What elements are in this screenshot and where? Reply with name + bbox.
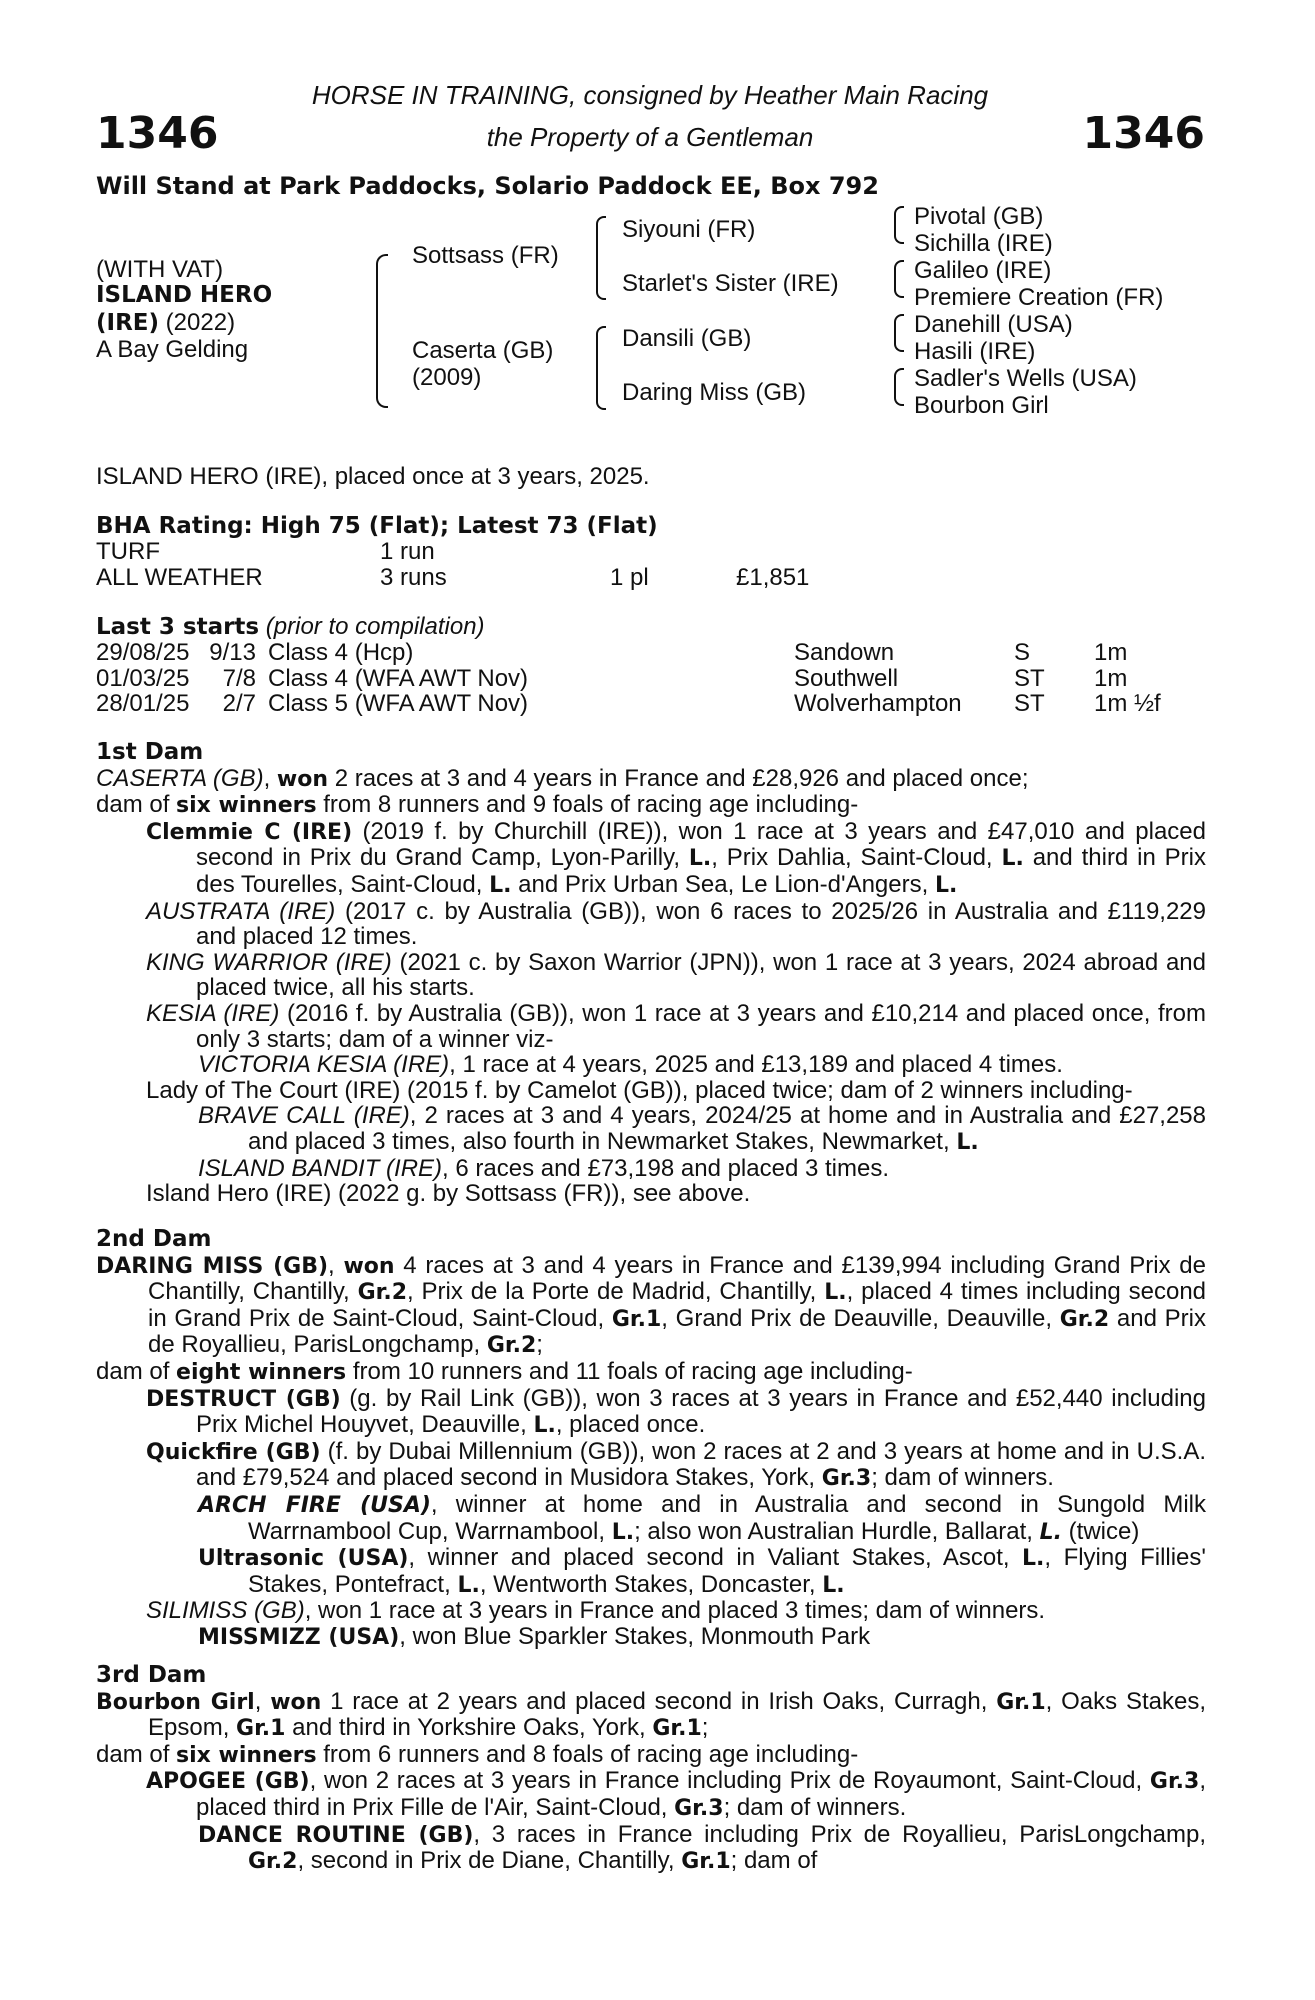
second-dam-intro	[96, 1253, 1206, 1359]
text-run: (2019 f. by Churchill (IRE)), won 1 race at 3 years and £47,010 and placed second in Prix du Grand Camp, Lyon-Parilly,	[196, 817, 1206, 872]
last-start-row	[96, 640, 1161, 666]
bold-text: won	[276, 766, 329, 792]
progeny-entry	[96, 1052, 1206, 1078]
progeny-entry	[96, 1103, 1206, 1155]
dam-sire-sire: Danehill (USA)	[914, 311, 1073, 338]
last-starts-note: (prior to compilation)	[259, 613, 485, 640]
text-run: dam of	[96, 791, 177, 819]
start-date: 01/03/25	[96, 664, 190, 692]
rating-row-turf	[96, 539, 809, 565]
dam-dam-sire: Sadler's Wells (USA)	[914, 365, 1137, 392]
italic-text: KING WARRIOR (IRE)	[146, 948, 392, 976]
first-dam-progeny-summary	[96, 792, 1206, 819]
second-dam-heading: 2nd Dam	[96, 1226, 212, 1252]
pedigree-brace-sire	[596, 216, 606, 300]
bold-text: L.	[489, 872, 512, 898]
italic-text: CASERTA (GB)	[96, 764, 264, 792]
last-starts-label: Last 3 starts	[96, 614, 260, 640]
pedigree-brace-ds	[894, 314, 904, 352]
bold-text: Clemmie C (IRE)	[146, 819, 353, 845]
italic-text: SILIMISS (GB)	[146, 1597, 305, 1625]
text-run: (2017 c. by Australia (GB)), won 6 races to 2025/26 in Australia and £119,229 and placed 12 times.	[196, 897, 1206, 951]
second-dam-entries	[96, 1386, 1206, 1651]
start-race: Class 4 (Hcp)	[268, 639, 414, 666]
bold-text: Gr.2	[357, 1280, 407, 1306]
text-run: from 10 runners and 11 foals of racing age including-	[346, 1357, 913, 1385]
start-course: Sandown	[794, 639, 895, 666]
progeny-entry	[96, 819, 1206, 899]
bold-text: L.	[934, 872, 958, 898]
bold-text: Gr.3	[821, 1466, 872, 1492]
text-run: and Prix Urban Sea, Le Lion-d'Angers,	[511, 870, 935, 898]
text-run: , Prix de la Porte de Madrid, Chantilly,	[407, 1278, 825, 1306]
bold-text: L.	[688, 846, 712, 872]
bold-text: Gr.1	[996, 1689, 1046, 1715]
bold-text: eight winners	[176, 1359, 347, 1385]
third-dam-entries	[96, 1768, 1206, 1874]
text-run: from 6 runners and 8 foals of racing age including-	[316, 1740, 859, 1768]
text-run: (twice)	[1062, 1517, 1140, 1545]
bold-text: L.	[956, 1129, 979, 1155]
text-run: , 3 races in France including Prix de Royallieu, ParisLongchamp,	[473, 1820, 1206, 1848]
text-run: ; dam of winners.	[723, 1793, 907, 1821]
text-run: 4 races at 3 and 4 years in France and £139,994 including Grand Prix de Chantilly, Chantilly,	[148, 1251, 1206, 1306]
text-run: , Grand Prix de Deauville, Deauville,	[661, 1304, 1060, 1332]
rating-section	[96, 513, 809, 590]
italic-text: ISLAND BANDIT (IRE)	[198, 1154, 443, 1182]
horse-name: ISLAND HERO	[96, 282, 273, 308]
lot-number-right: 1346	[1082, 108, 1205, 159]
progeny-entry	[96, 1156, 1206, 1182]
progeny-entry	[96, 1545, 1206, 1598]
rating-runs: 1 run	[380, 538, 435, 565]
text-run: , winner at home and in Australia and second in Sungold Milk Warrnambool Cup, Warrnambool,	[248, 1490, 1206, 1545]
start-race: Class 5 (WFA AWT Nov)	[268, 690, 529, 718]
progeny-entry	[96, 1439, 1206, 1492]
dam-sire: Dansili (GB)	[622, 325, 752, 352]
pedigree-brace-sd	[894, 260, 904, 298]
progeny-entry	[96, 950, 1206, 1001]
dam-year: (2009)	[412, 364, 482, 391]
text-run: , 1 race at 4 years, 2025 and £13,189 and placed 4 times.	[449, 1051, 1063, 1079]
bold-text: DARING MISS (GB)	[96, 1253, 329, 1279]
text-run: Island Hero (IRE) (2022 g. by Sottsass (FR)), see above.	[146, 1180, 751, 1208]
bold-text: MISSMIZZ (USA)	[198, 1624, 400, 1650]
property-line: the Property of a Gentleman	[486, 122, 814, 152]
text-run: , 2 races at 3 and 4 years, 2024/25 at home and in Australia and £27,258 and placed 3 times, also fourth in Newmarket Stakes, Newmarket,	[248, 1102, 1206, 1155]
horse-description: A Bay Gelding	[96, 336, 249, 363]
text-run: , Flying Fillies' Stakes, Pontefract,	[248, 1544, 1206, 1598]
text-run: ,	[263, 764, 277, 792]
text-run: , 6 races and £73,198 and placed 3 times.	[442, 1154, 889, 1182]
bold-text: Gr.3	[674, 1795, 724, 1821]
bold-text: Bourbon Girl	[96, 1689, 255, 1715]
text-run: , Wentworth Stakes, Doncaster,	[479, 1570, 823, 1598]
rating-prize: £1,851	[736, 563, 810, 591]
start-date: 29/08/25	[96, 639, 190, 666]
text-run: and Prix de Royallieu, ParisLongchamp,	[148, 1304, 1206, 1359]
text-run: ,	[254, 1687, 271, 1715]
start-distance: 1m	[1094, 639, 1128, 666]
start-going: ST	[1014, 690, 1045, 718]
bold-text: DESTRUCT (GB)	[146, 1386, 341, 1412]
text-run: , placed 4 times including second in Grand Prix de Saint-Cloud, Saint-Cloud,	[148, 1278, 1207, 1332]
first-dam-entries	[96, 819, 1206, 1207]
italic-text: BRAVE CALL (IRE)	[198, 1102, 410, 1130]
last-start-row	[96, 691, 1161, 717]
first-dam-section	[96, 740, 1206, 1207]
bold-text: Gr.2	[486, 1333, 537, 1359]
text-run: , winner and placed second in Valiant Stakes, Ascot,	[408, 1544, 1023, 1572]
horse-country: (IRE)	[96, 310, 160, 336]
bold-text: L.	[1001, 846, 1024, 872]
progeny-entry	[96, 899, 1206, 950]
bold-text: Gr.1	[236, 1716, 286, 1742]
text-run: ; dam of	[730, 1847, 818, 1875]
text-run: , Prix Dahlia, Saint-Cloud,	[711, 844, 1002, 872]
sire-sire: Siyouni (FR)	[622, 216, 756, 243]
dam-sire-dam: Hasili (IRE)	[914, 338, 1036, 365]
text-run: ;	[701, 1714, 709, 1742]
text-run: , second in Prix de Diane, Chantilly,	[297, 1847, 682, 1875]
pedigree-brace-dam	[596, 326, 606, 410]
first-dam-heading: 1st Dam	[96, 739, 204, 765]
bold-text: L.	[533, 1413, 556, 1439]
progeny-entry	[96, 1624, 1206, 1651]
text-run: ,	[328, 1251, 344, 1279]
rating-title: BHA Rating: High 75 (Flat); Latest 73 (Flat)	[96, 513, 658, 539]
third-dam-progeny-summary	[96, 1742, 1206, 1769]
text-run: , Oaks Stakes, Epsom,	[148, 1687, 1206, 1742]
vat-note: (WITH VAT)	[96, 256, 224, 283]
sire-dam-sire: Galileo (IRE)	[914, 257, 1052, 284]
text-run: Lady of The Court (IRE) (2015 f. by Camelot (GB)), placed twice; dam of 2 winners including-	[146, 1076, 1133, 1104]
dam: Caserta (GB)	[412, 337, 554, 364]
bold-text: Gr.1	[681, 1849, 731, 1875]
italic-text: KESIA (IRE)	[146, 999, 280, 1027]
bold-text: Gr.2	[1059, 1306, 1110, 1332]
dam-dam-dam: Bourbon Girl	[914, 392, 1049, 419]
text-run: , won 2 races at 3 years in France including Prix de Royaumont, Saint-Cloud,	[309, 1767, 1150, 1795]
bold-text: L.	[457, 1572, 480, 1598]
text-run: , placed once.	[555, 1411, 706, 1439]
start-course: Southwell	[794, 664, 899, 692]
rating-surface: TURF	[96, 538, 160, 565]
start-distance: 1m	[1094, 664, 1128, 692]
progeny-entry	[96, 1078, 1206, 1104]
start-position: 9/13	[209, 639, 256, 666]
text-run: ; dam of winners.	[871, 1464, 1054, 1492]
progeny-entry	[96, 1598, 1206, 1624]
progeny-entry	[96, 1001, 1206, 1052]
second-dam-section	[96, 1227, 1206, 1651]
text-run: (g. by Rail Link (GB)), won 3 races at 3 years in France and £52,440 including Prix Michel Houyvet, Deauville,	[196, 1384, 1206, 1439]
bold-text: Gr.3	[1149, 1769, 1200, 1795]
bold-text: Quickfire (GB)	[146, 1439, 321, 1465]
sire-sire-sire: Pivotal (GB)	[914, 203, 1044, 230]
bold-text: Gr.1	[652, 1716, 702, 1742]
text-run: dam of	[96, 1740, 177, 1768]
bold-text: won	[270, 1689, 322, 1715]
last-start-row	[96, 666, 1161, 692]
bold-text: L.	[1022, 1546, 1045, 1572]
pedigree-brace-ss	[894, 206, 904, 244]
last-starts-title	[96, 614, 1161, 640]
bold-text: Ultrasonic (USA)	[198, 1546, 409, 1572]
start-position: 2/7	[222, 690, 256, 718]
start-going: ST	[1014, 664, 1045, 692]
last-starts-rows	[96, 640, 1161, 717]
race-summary: ISLAND HERO (IRE), placed once at 3 years, 2025.	[96, 463, 650, 490]
bold-text: L.	[824, 1280, 847, 1306]
rating-row-aw	[96, 565, 809, 591]
italic-text: VICTORIA KESIA (IRE)	[198, 1051, 450, 1079]
text-run: 2 races at 3 and 4 years in France and £28,926 and placed once;	[328, 764, 1029, 792]
bold-text: L.	[611, 1519, 635, 1545]
pedigree-brace-dd	[894, 368, 904, 406]
bold-text: Gr.1	[611, 1306, 662, 1332]
dam-dam: Daring Miss (GB)	[622, 379, 807, 406]
text-run: and third in Yorkshire Oaks, York,	[285, 1714, 653, 1742]
bold-text: six winners	[176, 1742, 317, 1768]
bold-text: won	[343, 1253, 395, 1279]
bold-text: ARCH FIRE (USA)	[198, 1492, 431, 1518]
pedigree-brace-main	[376, 254, 388, 408]
rating-placed	[610, 539, 736, 565]
bold-text: six winners	[176, 793, 317, 819]
first-dam-intro	[96, 766, 1206, 793]
progeny-entry	[96, 1386, 1206, 1439]
text-run: from 8 runners and 9 foals of racing age including-	[316, 791, 859, 819]
text-run: dam of	[96, 1357, 177, 1385]
start-position: 7/8	[222, 664, 256, 692]
lot-number-left: 1346	[96, 108, 219, 159]
start-race: Class 4 (WFA AWT Nov)	[268, 664, 529, 692]
consignment-line: HORSE IN TRAINING, consigned by Heather Main Racing	[311, 80, 989, 110]
bold-text: Gr.2	[248, 1849, 298, 1875]
sire: Sottsass (FR)	[412, 242, 559, 269]
start-distance: 1m ½f	[1094, 690, 1161, 718]
horse-year: (2022)	[159, 309, 236, 336]
text-run: (2021 c. by Saxon Warrior (JPN)), won 1 race at 3 years, 2024 abroad and placed twice, all his starts.	[196, 948, 1206, 1002]
bold-text: DANCE ROUTINE (GB)	[198, 1822, 474, 1848]
sire-sire-dam: Sichilla (IRE)	[914, 230, 1053, 257]
progeny-entry	[96, 1822, 1206, 1875]
rating-surface: ALL WEATHER	[96, 563, 263, 591]
bold-text: L.	[1039, 1519, 1063, 1545]
start-date: 28/01/25	[96, 690, 190, 718]
progeny-entry	[96, 1492, 1206, 1545]
bold-text: L.	[822, 1572, 845, 1598]
sire-dam-dam: Premiere Creation (FR)	[914, 284, 1164, 311]
italic-text: AUSTRATA (IRE)	[146, 897, 336, 925]
text-run: (f. by Dubai Millennium (GB)), won 2 races at 2 and 3 years at home and in U.S.A. and £79,524 and placed second in Musidora Stakes, York,	[196, 1437, 1207, 1492]
third-dam-intro	[96, 1689, 1206, 1742]
text-run: ;	[536, 1331, 543, 1359]
rating-placed: 1 pl	[610, 563, 649, 591]
text-run: , won 1 race at 3 years in France and placed 3 times; dam of winners.	[304, 1597, 1046, 1625]
text-run: ; also won Australian Hurdle, Ballarat,	[634, 1517, 1040, 1545]
horse-origin-year	[96, 309, 235, 337]
text-run: 1 race at 2 years and placed second in Irish Oaks, Curragh,	[321, 1687, 997, 1715]
progeny-entry	[96, 1768, 1206, 1821]
last-starts-section	[96, 614, 1161, 717]
text-run: , placed third in Prix Fille de l'Air, Saint-Cloud,	[196, 1767, 1206, 1821]
rating-runs: 3 runs	[380, 563, 447, 591]
progeny-entry	[96, 1181, 1206, 1207]
start-going: S	[1014, 639, 1031, 666]
text-run: (2016 f. by Australia (GB)), won 1 race at 3 years and £10,214 and placed once, from only 3 starts; dam of a winner viz-	[196, 999, 1207, 1053]
third-dam-heading: 3rd Dam	[96, 1662, 207, 1688]
text-run: , won Blue Sparkler Stakes, Monmouth Park	[399, 1622, 871, 1650]
third-dam-section	[96, 1663, 1206, 1875]
sire-dam: Starlet's Sister (IRE)	[622, 270, 839, 297]
stand-location: Will Stand at Park Paddocks, Solario Paddock EE, Box 792	[96, 172, 879, 200]
start-course: Wolverhampton	[794, 690, 962, 718]
second-dam-progeny-summary	[96, 1359, 1206, 1386]
bold-text: APOGEE (GB)	[146, 1769, 310, 1795]
text-run: and third in Prix des Tourelles, Saint-Cloud,	[196, 844, 1207, 898]
